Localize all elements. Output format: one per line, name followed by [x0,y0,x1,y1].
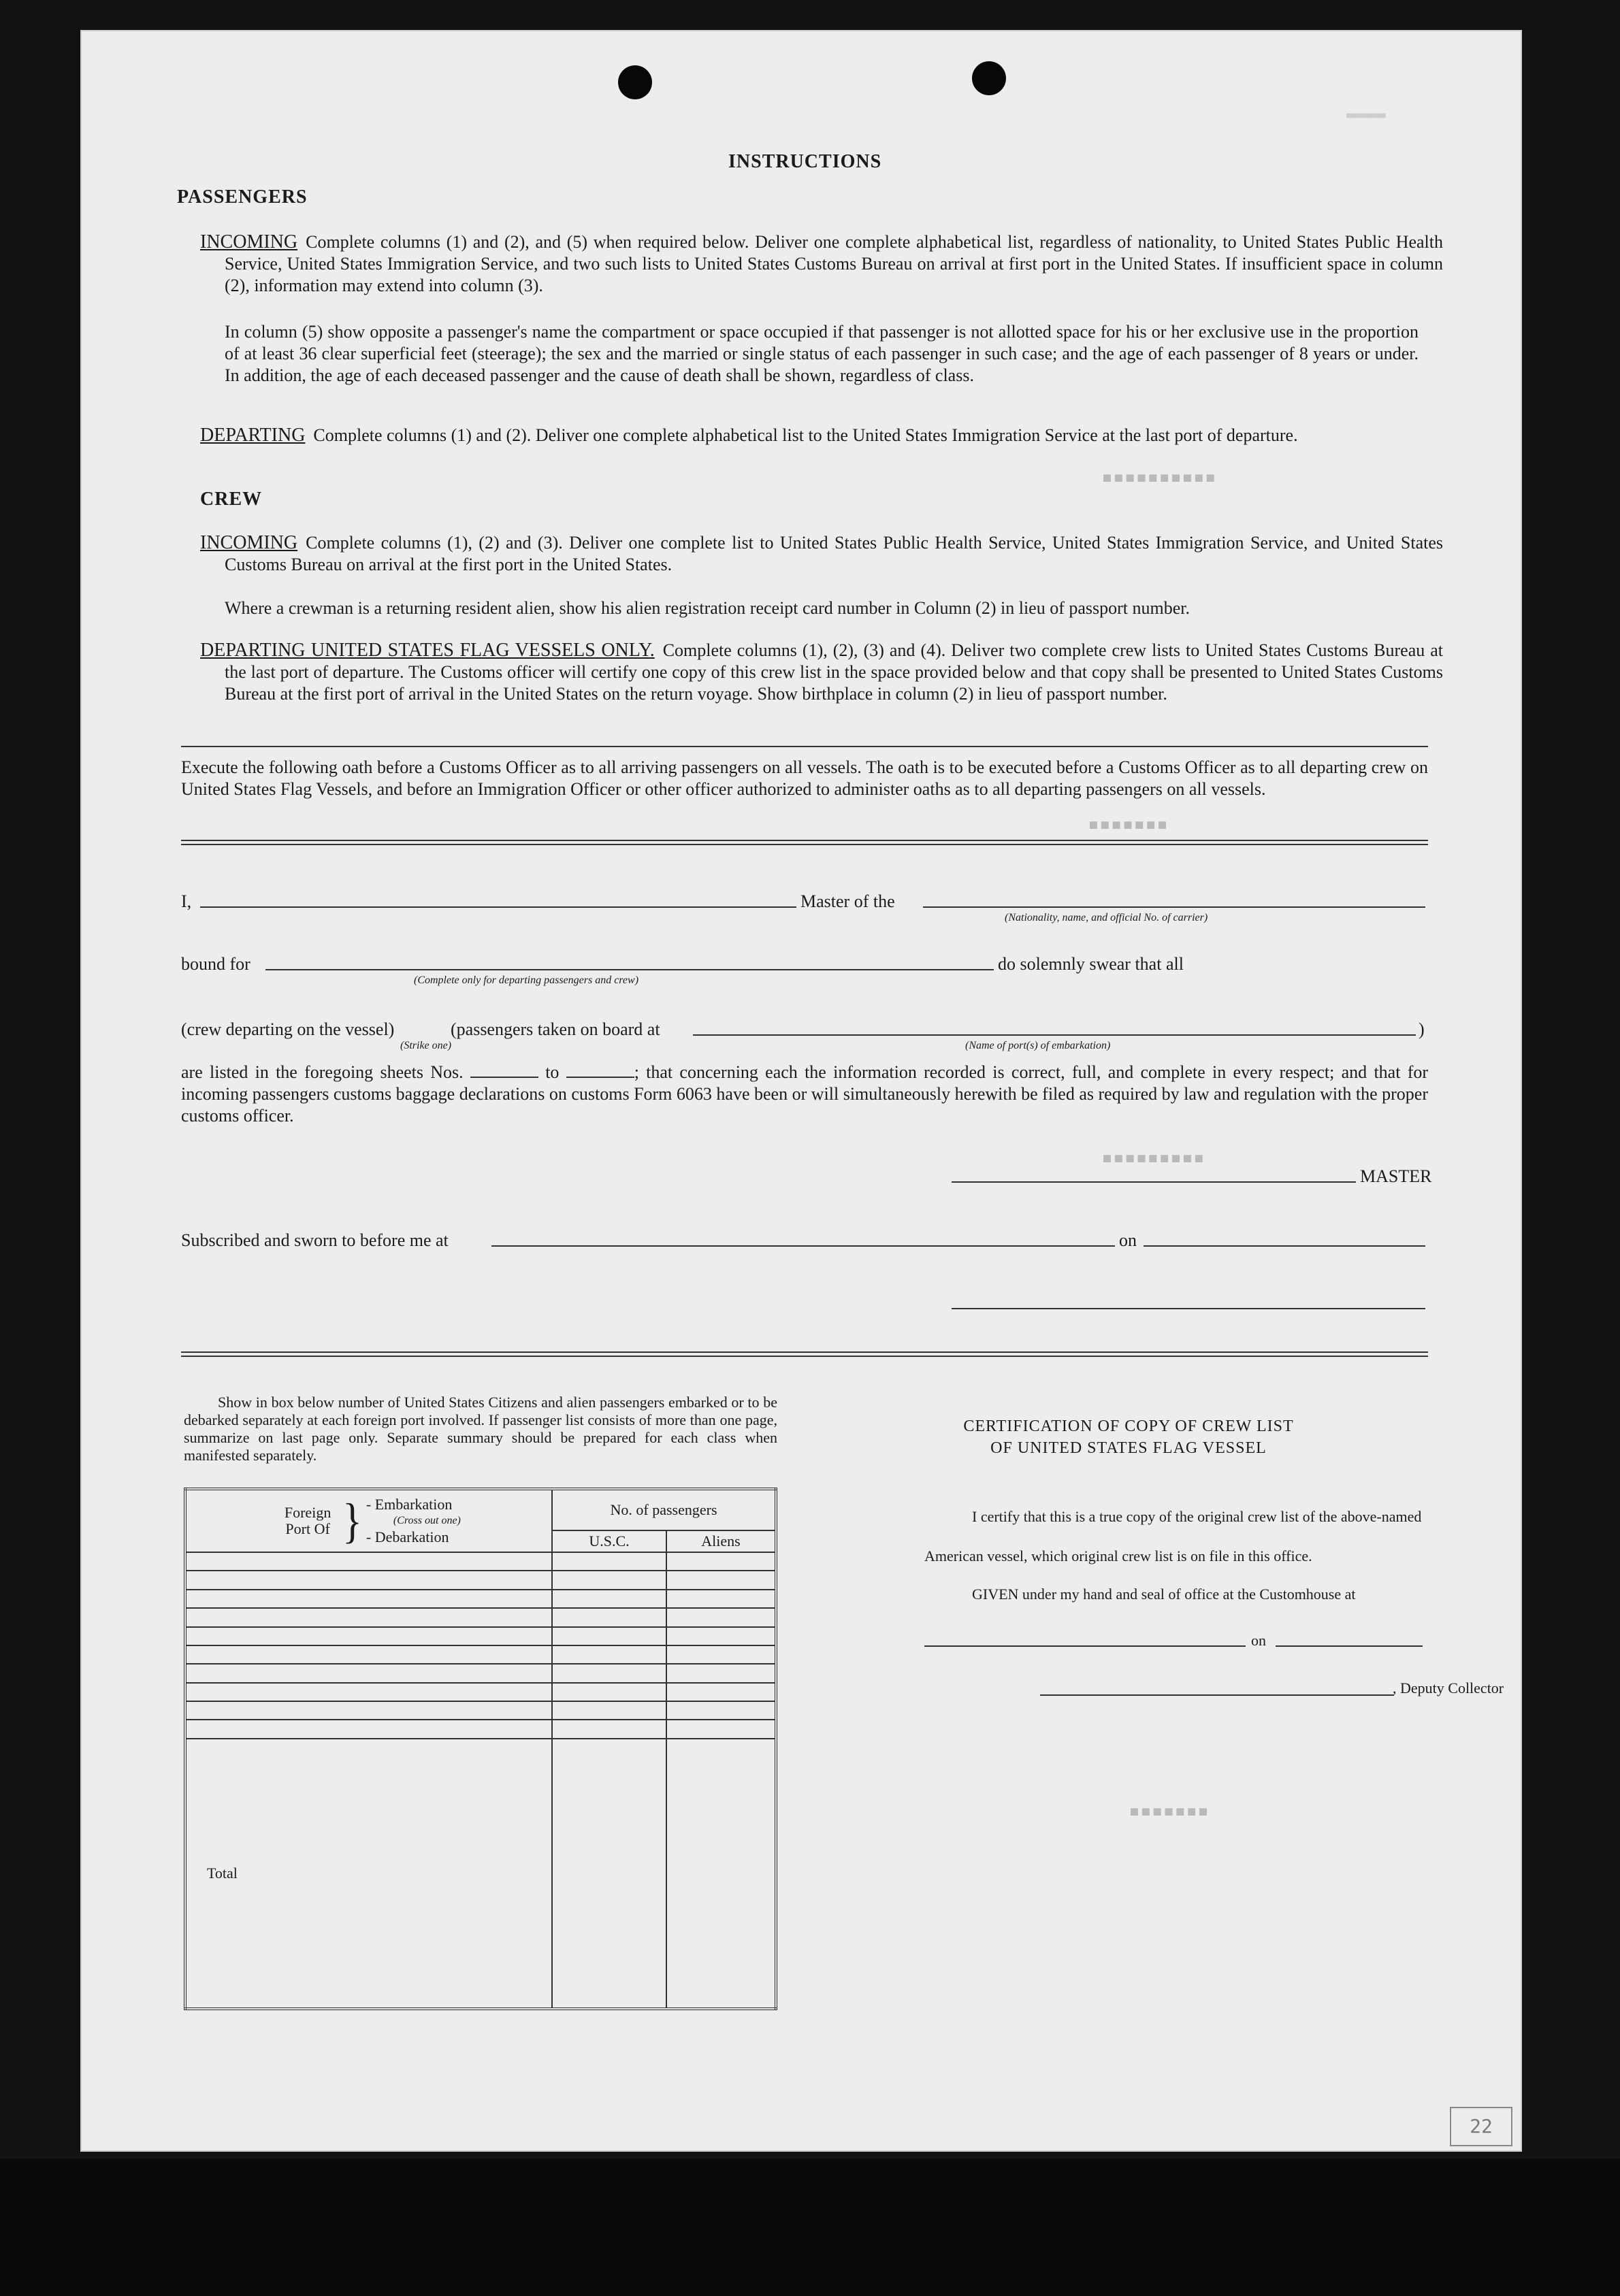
master-name-field[interactable] [200,906,796,908]
port-cell[interactable] [185,1683,552,1701]
officer-signature-field[interactable] [952,1308,1425,1309]
port-cell[interactable] [185,1571,552,1589]
port-cell[interactable] [185,1627,552,1645]
brace: } [342,1494,362,1548]
oath-intro: Execute the following oath before a Customs Officer as to all arriving passengers on all vessels. The oath is to be executed before a Customs Officer as to all departing crew on United States Flag Vessels, and before an Immigration Officer or other officer authorized to administer oaths as to all departing passengers on all vessels. [181,757,1428,799]
passenger-summary-table [184,1488,777,2010]
crew-heading: CREW [200,489,263,510]
usc-total-cell[interactable] [552,1739,666,2009]
crew-resident-text: Where a crewman is a returning resident alien, show his alien registration receipt card number in Column (2) in lieu of passport number. [225,598,1190,618]
master-of-the-label: Master of the [800,891,895,911]
aliens-header: Aliens [666,1530,776,1552]
port-cell[interactable] [185,1720,552,1738]
master-signature-field[interactable] [952,1181,1356,1183]
aliens-cell[interactable] [666,1645,776,1664]
certification-text1: I certify that this is a true copy of the original crew list of the above-named [972,1508,1422,1525]
bound-for-field[interactable] [265,969,994,970]
page-title: INSTRUCTIONS [728,151,882,172]
aliens-cell[interactable] [666,1627,776,1645]
bound-for-label: bound for [181,954,250,974]
cross-out-caption: (Cross out one) [393,1515,461,1526]
passengers-incoming-text: Complete columns (1) and (2), and (5) when required below. Deliver one complete alphabetical list, regardless of nationality, to United States Public Health Service, United States Immigration Service, and two such lists to United States Customs Bureau on arrival at first port in the United States. If insufficient space in column (2), information may extend into column (3). [225,232,1443,295]
divider-double-2 [181,1351,1428,1357]
swear-text: do solemnly swear that all [998,954,1184,974]
embarkation-ports-field[interactable] [693,1034,1416,1036]
usc-header: U.S.C. [552,1530,666,1552]
certification-title [890,1415,1367,1459]
aliens-cell[interactable] [666,1720,776,1738]
port-label: Foreign Port Of [284,1504,331,1537]
close-paren: ) [1419,1019,1425,1039]
subscribed-date-field[interactable] [1144,1245,1425,1247]
aliens-cell[interactable] [666,1552,776,1571]
punch-hole-left [618,65,652,99]
subscribed-place-field[interactable] [491,1245,1115,1247]
usc-cell[interactable] [552,1664,666,1682]
bound-for-caption: (Complete only for departing passengers and crew) [414,974,639,986]
ports-caption: (Name of port(s) of embarkation) [965,1040,1111,1051]
aliens-cell[interactable] [666,1664,776,1682]
aliens-total-cell[interactable] [666,1739,776,2009]
passengers-heading: PASSENGERS [177,186,308,208]
table-row [185,1608,776,1626]
oath-i: I, [181,891,192,911]
punch-hole-right [972,61,1006,95]
port-cell[interactable] [185,1608,552,1626]
divider-double [181,840,1428,845]
port-cell[interactable] [185,1645,552,1664]
crew-departing-text: Complete columns (1), (2), (3) and (4). Deliver two complete crew lists to United States Customs Bureau at the last port of departure. The Customs officer will certify one copy of this crew list in the space provided below and that copy shall be presented to United States Customs Bureau at the first port of arrival in the United States on the return voyage. Show birthplace in column (2) in lieu of passport number. [225,640,1444,704]
divider [181,746,1428,747]
usc-cell[interactable] [552,1627,666,1645]
listed-b: ; that concerning each the information recorded is correct, full, and complete in every respect; and that for incoming passengers customs baggage declarations on customs Form 6063 have been or will simultaneously herewith be filed as required by law and regulation with the proper customs officer. [181,1062,1429,1126]
subscribed-label: Subscribed and sworn to before me at [181,1230,449,1250]
usc-cell[interactable] [552,1683,666,1701]
passengers-incoming [200,231,1443,297]
crew-incoming-label: INCOMING [200,532,298,553]
aliens-cell[interactable] [666,1701,776,1720]
crew-incoming-text: Complete columns (1), (2) and (3). Deliver one complete list to United States Public Health Service, United States Immigration Service, and United States Customs Bureau on arrival at the first port in the United States. [225,533,1443,574]
sheet-from-field[interactable] [470,1064,538,1078]
certification-title-line1: CERTIFICATION OF COPY OF CREW LIST [963,1417,1294,1435]
usc-cell[interactable] [552,1571,666,1589]
crew-departing-label: DEPARTING UNITED STATES FLAG VESSELS ONLY. [200,640,655,661]
passengers-departing-text: Complete columns (1) and (2). Deliver one complete alphabetical list to the United States Immigration Service at the last port of departure. [313,425,1298,445]
embarkation-option[interactable]: - Embarkation [366,1496,453,1513]
port-cell[interactable] [185,1590,552,1608]
strike-one-caption: (Strike one) [400,1040,452,1051]
summary-note: Show in box below number of United States Citizens and alien passengers embarked or to be debarked separately at each foreign port involved. If passenger list consists of more than one page, summarize on last page only. Separate summary should be prepared for each class when manifested separately. [184,1394,777,1464]
master-label: MASTER [1360,1166,1432,1186]
deputy-signature-field[interactable] [1040,1694,1394,1696]
passengers-column5-text: In column (5) show opposite a passenger's name the compartment or space occupied if that passenger is not allotted space for his or her exclusive use in the proportion of at least 36 clear superficial feet (steerage); the sex and the married or single status of each passenger in such case; and the age of each passenger of 8 years or under. In addition, the age of each deceased passenger and the cause of death shall be shown, regardless of class. [225,322,1419,385]
certification-text2: American vessel, which original crew list is on file in this office. [924,1547,1312,1564]
crew-incoming [200,532,1443,576]
crew-departing-option: (crew departing on the vessel) [181,1019,395,1039]
vessel-field[interactable] [923,906,1425,908]
no-passengers-header: No. of passengers [552,1489,776,1530]
passengers-departing [200,425,1443,446]
certification-title-line2: OF UNITED STATES FLAG VESSEL [990,1439,1267,1457]
passengers-taken-option: (passengers taken on board at [451,1019,660,1039]
subscribed-on-label: on [1119,1230,1137,1250]
sheet-to-field[interactable] [566,1064,634,1078]
usc-cell[interactable] [552,1720,666,1738]
table-row [185,1720,776,1738]
nationality-caption: (Nationality, name, and official No. of carrier) [1005,912,1208,923]
deputy-collector-label: , Deputy Collector [1393,1679,1504,1696]
port-cell[interactable] [185,1552,552,1571]
listed-a: are listed in the foregoing sheets Nos. [181,1062,464,1082]
table-row [185,1571,776,1589]
crew-departing [200,640,1443,705]
table-row [185,1701,776,1720]
total-label: Total [185,1739,552,2009]
table-row [185,1590,776,1608]
customhouse-field[interactable] [924,1645,1246,1647]
form-page: ▬▬▬▬ ▪▪▪▪▪▪▪▪▪▪ ▪▪▪▪▪▪▪ ▪▪▪▪▪▪▪▪▪ ▪▪▪▪▪▪▪ INSTRUCTIONS PASSENGERS INCOMING Complete columns (1) and (2), and (5) when required below. Deliver one complete alphabetical list, regardless of nationality, to United States Public Health Service, United States Immigration Service, and two such lists to United States Customs Bureau on arrival at first port in the United States. If insufficient space in column (2), information may extend into column (3). In column (5) show opposite a passenger's name the compartment or space occupied if that passenger is not allotted space for his or her exclusive use in the proportion of at least 36 clear superficial feet (steerage); the sex and the married or single status of each passenger in such case; and the age of each passenger of 8 years or under. In addition, the age of each deceased passenger and the cause of death shall be shown, regardless of class. DEPARTING Complete columns (1) and (2). Deliver one complete alphabetical list to the United States Immigration Service at the last port of departure. CREW INCOMING Complete columns (1), (2) and (3). Deliver one complete list to United States Public Health Service, United States Immigration Service, and United States Customs Bureau on arrival at the first port in the United States. Where a crewman is a returning resident alien, show his alien registration receipt card number in Column (2) in lieu of passport number. DEPARTING UNITED STATES FLAG VESSELS ONLY. Complete columns (1), (2), (3) and (4). Deliver two complete crew lists to United States Customs Bureau at the last port of departure. The Customs officer will certify one copy of this crew list in the space provided below and that copy shall be presented to United States Customs Bureau at the first port of arrival in the United States on the return voyage. Show birthplace in column (2) in lieu of passport number. Execute the following oath before a Customs Officer as to all arriving passengers on all vessels. The oath is to be executed before a Customs Officer as to all departing crew on United States Flag Vessels, and before an Immigration Officer or other officer authorized to administer oaths as to all departing passengers on all vessels. I, Master of the (Nationality, name, and official No. of carrier) bound for (Complete only for departing passengers and crew) do solemnly swear that all (crew departing on the vessel) (passengers taken on board at ) (Strike one) (Name of port(s) of embarkation) are listed in the foregoing sheets Nos. to ; that concerning each the information recorded is correct, full, and complete in every respect; and that for incoming passengers customs baggage declarations on customs Form 6063 have been or will simultaneously herewith be filed as required by law and regulation with the proper customs officer. MASTER Subscribed and sworn to before me at on Show in box below number of United States Citizens and alien passengers embarked or to be debarked separately at each foreign port involved. If passenger list consists of more than one page, summarize on last page only. Separate summary should be prepared for each class when manifested separately. Foreign Port Of } - Embarkation (Cross out one) - Debarkation No. of passengers U.S.C. Aliens Total CERTIFICATION OF COPY OF CREW LIST OF UNITED STATES FLAG VESSEL I certify that this is a true copy of the original crew list of the above-named American vessel, which original crew list is on file in this office. GIVEN under my hand and seal of office at the Customhouse at on , Deputy Collector 22 [80,30,1522,2152]
usc-cell[interactable] [552,1590,666,1608]
aliens-cell[interactable] [666,1590,776,1608]
aliens-cell[interactable] [666,1608,776,1626]
crew-resident [225,597,1419,619]
page-number-box: 22 [1450,2107,1512,2146]
certification-text3: GIVEN under my hand and seal of office at the Customhouse at [972,1586,1356,1603]
total-row [185,1739,776,2009]
table-row [185,1683,776,1701]
oath-statement [181,1062,1428,1127]
certification-date-field[interactable] [1276,1645,1423,1647]
aliens-cell[interactable] [666,1571,776,1589]
table-row [185,1627,776,1645]
table-row [185,1552,776,1571]
usc-cell[interactable] [552,1645,666,1664]
listed-to: to [545,1062,560,1082]
aliens-cell[interactable] [666,1683,776,1701]
certification-on-label: on [1251,1632,1266,1649]
scan-border [0,2159,1620,2296]
usc-cell[interactable] [552,1701,666,1720]
port-cell[interactable] [185,1701,552,1720]
table-row [185,1645,776,1664]
passengers-column5 [225,321,1419,387]
table-row [185,1664,776,1682]
passengers-departing-label: DEPARTING [200,425,306,446]
port-header [185,1489,552,1552]
usc-cell[interactable] [552,1608,666,1626]
passengers-incoming-label: INCOMING [200,231,298,252]
debarkation-option[interactable]: - Debarkation [366,1528,449,1545]
usc-cell[interactable] [552,1552,666,1571]
port-cell[interactable] [185,1664,552,1682]
